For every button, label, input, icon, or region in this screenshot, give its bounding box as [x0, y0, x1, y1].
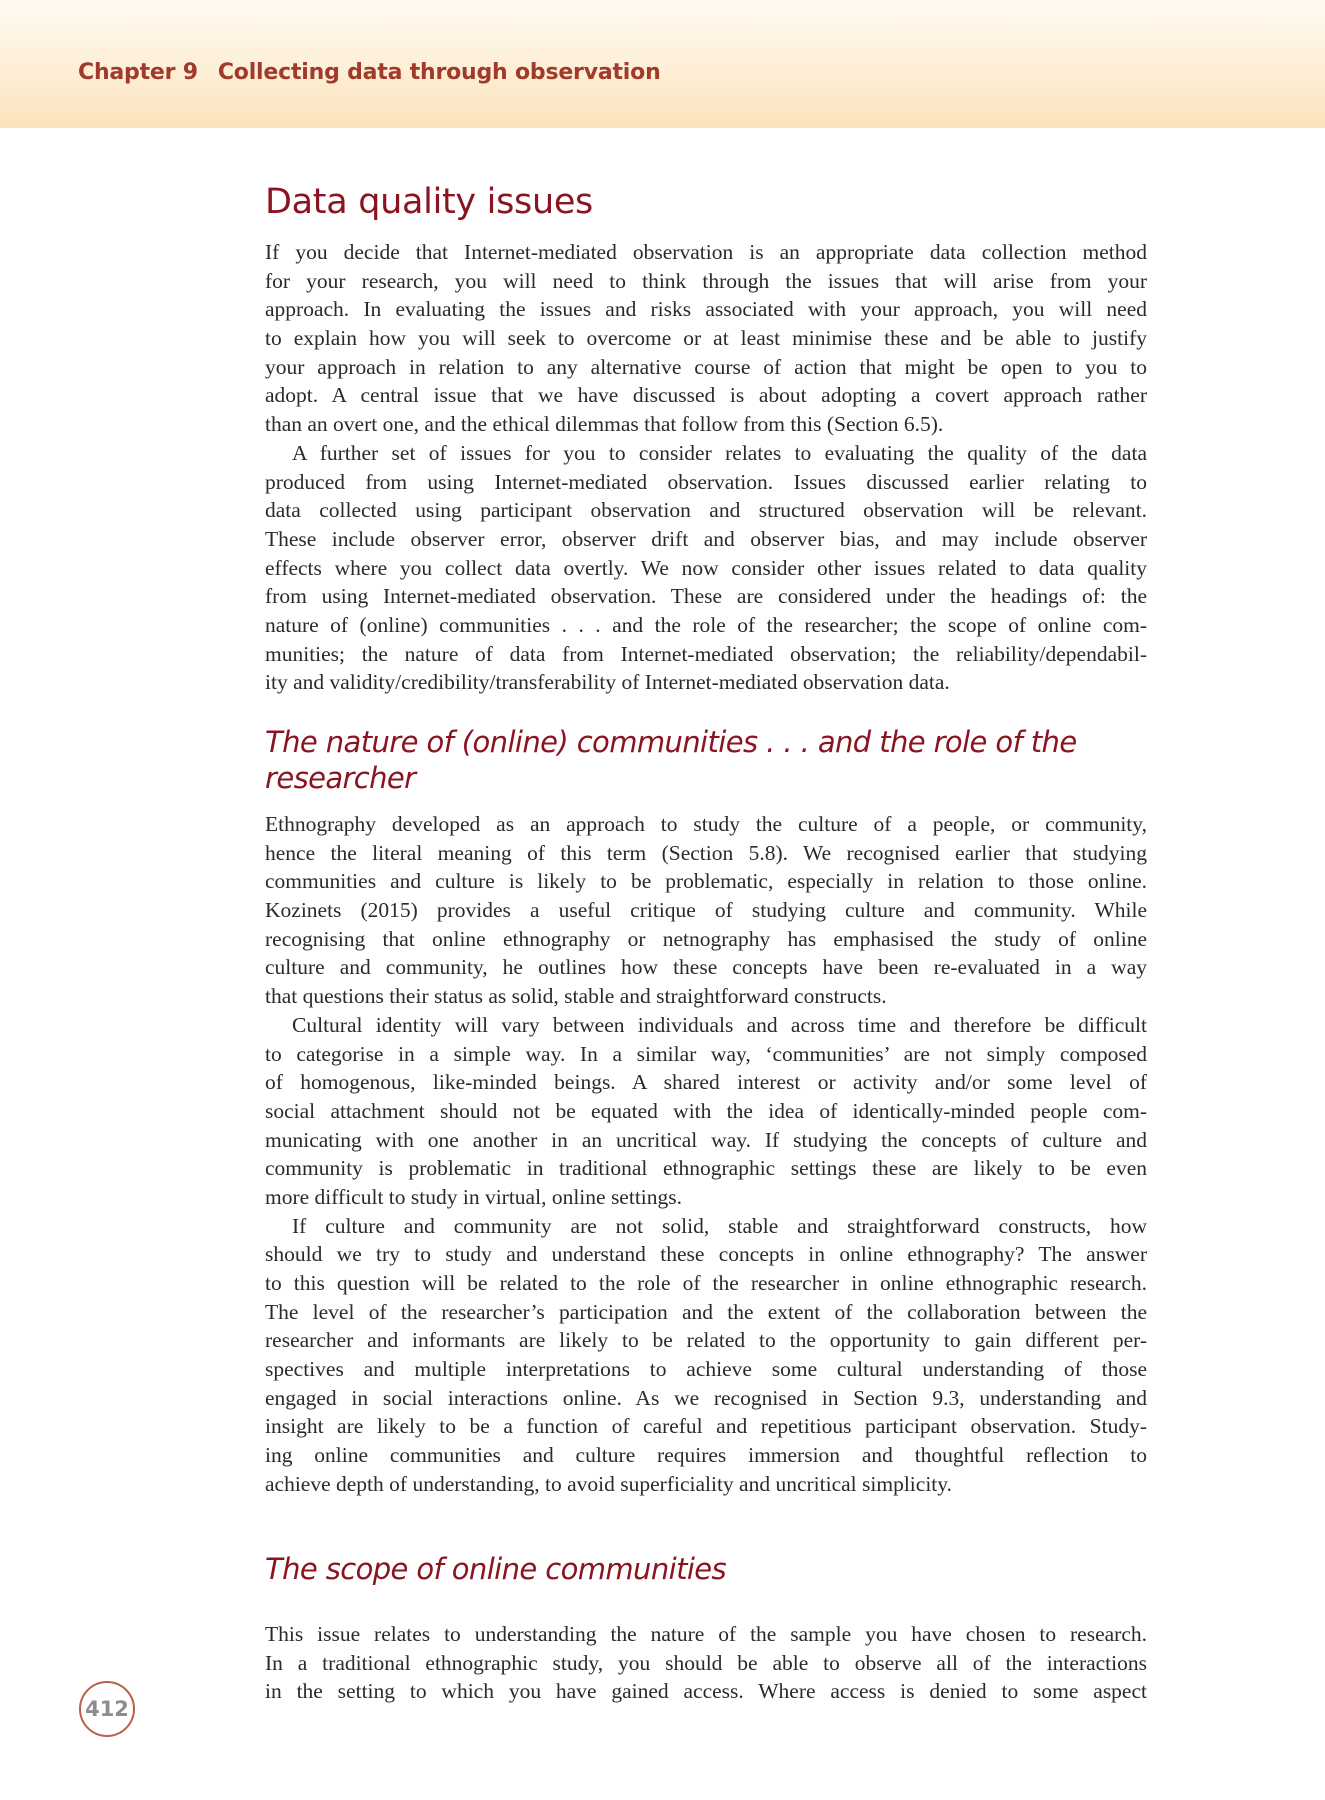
text-line: social attachment should not be equated with the idea of identically-minded people com- — [265, 1098, 1147, 1123]
text-line: more difficult to study in virtual, online settings. — [265, 1184, 683, 1209]
page-number: 412 — [85, 1697, 129, 1721]
text-line: ity and validity/credibility/transferability of Internet-mediated observation data. — [265, 670, 950, 695]
text-line: adopt. A central issue that we have discussed is about adopting a covert approach rather — [265, 383, 1147, 408]
heading-line: researcher — [265, 761, 416, 795]
text-line: data collected using participant observation and structured observation will be relevant. — [265, 498, 1147, 523]
text-line: recognising that online ethnography or netnography has emphasised the study of online — [265, 926, 1147, 951]
text-line: nature of (online) communities . . . and the role of the researcher; the scope of online com- — [265, 612, 1147, 637]
text-line: achieve depth of understanding, to avoid superficiality and uncritical simplicity. — [265, 1471, 953, 1496]
text-line: than an overt one, and the ethical dilemmas that follow from this (Section 6.5). — [265, 412, 944, 437]
text-line: insight are likely to be a function of careful and repetitious participant observation. Study- — [265, 1414, 1147, 1439]
text-line: The level of the researcher’s participation and the extent of the collaboration between the — [265, 1299, 1147, 1324]
text-line: to explain how you will seek to overcome or at least minimise these and be able to justify — [265, 326, 1147, 351]
heading-line: The scope of online communities — [265, 1552, 727, 1586]
text-line: A further set of issues for you to consider relates to evaluating the quality of the data — [292, 440, 1147, 465]
text-line: effects where you collect data overtly. We now consider other issues related to data quality — [265, 555, 1147, 580]
text-line: to categorise in a simple way. In a similar way, ‘communities’ are not simply composed — [265, 1041, 1147, 1066]
text-line: that questions their status as solid, stable and straightforward constructs. — [265, 984, 887, 1009]
text-line: munities; the nature of data from Internet-mediated observation; the reliability/dependabil- — [265, 641, 1147, 666]
text-line: approach. In evaluating the issues and risks associated with your approach, you will need — [265, 297, 1147, 322]
text-line: spectives and multiple interpretations to achieve some cultural understanding of those — [265, 1357, 1147, 1382]
text-line: in the setting to which you have gained access. Where access is denied to some aspect — [265, 1679, 1147, 1704]
text-line: researcher and informants are likely to be related to the opportunity to gain different per- — [265, 1328, 1147, 1353]
paragraph-ethnography — [265, 810, 1147, 1499]
heading-line: The nature of (online) communities . . . and the role of the — [265, 725, 1077, 759]
text-line: This issue relates to understanding the nature of the sample you have chosen to research. — [265, 1622, 1147, 1646]
text-line: ing online communities and culture requires immersion and thoughtful reflection to — [265, 1443, 1147, 1468]
text-line: communities and culture is likely to be problematic, especially in relation to those online. — [265, 869, 1147, 894]
text-line: to this question will be related to the role of the researcher in online ethnographic research. — [265, 1271, 1147, 1295]
text-line: for your research, you will need to think through the issues that will arise from your — [265, 268, 1147, 293]
text-line: produced from using Internet-mediated observation. Issues discussed earlier relating to — [265, 469, 1147, 494]
section-heading: Data quality issues — [265, 182, 593, 222]
text-line: your approach in relation to any alternative course of action that might be open to you to — [265, 354, 1147, 379]
chapter-label: Chapter 9 — [78, 60, 198, 85]
text-line: engaged in social interactions online. As we recognised in Section 9.3, understanding and — [265, 1385, 1147, 1410]
subsection-heading-communities — [265, 724, 1077, 796]
text-line: hence the literal meaning of this term (Section 5.8). We recognised earlier that studying — [265, 840, 1147, 865]
text-line: If you decide that Internet-mediated observation is an appropriate data collection method — [265, 240, 1147, 264]
text-line: should we try to study and understand these concepts in online ethnography? The answer — [265, 1242, 1147, 1267]
chapter-title: Collecting data through observation — [217, 60, 661, 85]
page-number-badge — [79, 1681, 135, 1737]
paragraph-scope — [265, 1620, 1147, 1706]
text-line: Kozinets (2015) provides a useful critique of studying culture and community. While — [265, 898, 1147, 923]
text-line: In a traditional ethnographic study, you should be able to observe all of the interactions — [265, 1650, 1147, 1675]
text-line: These include observer error, observer drift and observer bias, and may include observer — [265, 526, 1147, 551]
text-line: of homogenous, like-minded beings. A shared interest or activity and/or some level of — [265, 1070, 1147, 1095]
paragraph-1 — [265, 238, 1147, 697]
text-line: Ethnography developed as an approach to study the culture of a people, or community, — [265, 812, 1147, 836]
text-line: from using Internet-mediated observation. These are considered under the headings of: the — [265, 584, 1147, 609]
text-line: municating with one another in an uncritical way. If studying the concepts of culture and — [265, 1127, 1147, 1152]
running-head — [78, 60, 661, 85]
text-line: culture and community, he outlines how these concepts have been re-evaluated in a way — [265, 955, 1147, 980]
subsection-heading-scope — [265, 1551, 726, 1587]
text-line: community is problematic in traditional ethnographic settings these are likely to be even — [265, 1156, 1147, 1181]
running-header-band — [0, 0, 1325, 128]
text-line: If culture and community are not solid, stable and straightforward constructs, how — [292, 1213, 1147, 1238]
text-line: Cultural identity will vary between individuals and across time and therefore be difficult — [292, 1012, 1147, 1037]
